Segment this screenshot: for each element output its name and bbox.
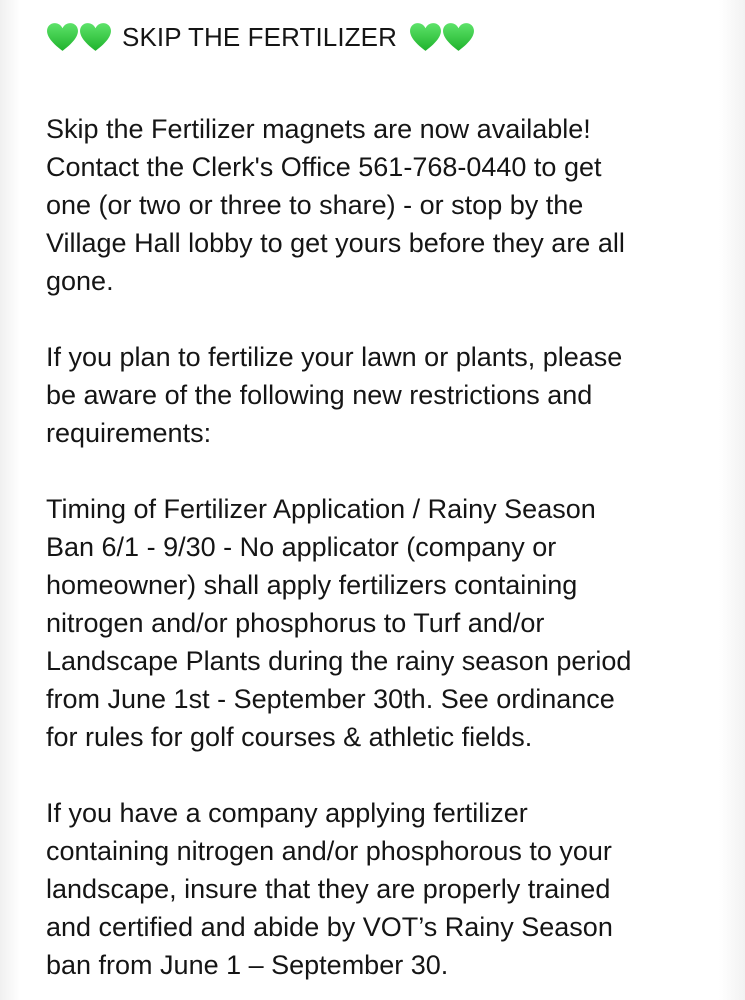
paragraph-restrictions xyxy=(46,338,706,452)
green-heart-icon xyxy=(409,22,442,53)
text-line: Skip the Fertilizer magnets are now available! xyxy=(46,114,591,144)
post-body xyxy=(46,14,706,984)
text-line: landscape, insure that they are properly trained xyxy=(46,874,611,904)
text-line: requirements: xyxy=(46,418,212,448)
text-line: containing nitrogen and/or phosphorous to your xyxy=(46,836,612,866)
text-line: Contact the Clerk's Office 561-768-0440 to get xyxy=(46,152,602,182)
text-line: gone. xyxy=(46,266,114,296)
text-line: one (or two or three to share) - or stop by the xyxy=(46,190,584,220)
left-edge-shadow xyxy=(0,0,20,1000)
text-line: be aware of the following new restrictions and xyxy=(46,380,593,410)
text-line: Timing of Fertilizer Application / Rainy Season xyxy=(46,494,596,524)
text-line: Ban 6/1 - 9/30 - No applicator (company or xyxy=(46,532,557,562)
text-line: nitrogen and/or phosphorus to Turf and/or xyxy=(46,608,545,638)
right-edge-shadow xyxy=(719,0,745,1000)
heart-pair-left xyxy=(46,22,112,53)
green-heart-icon xyxy=(46,22,79,53)
green-heart-icon xyxy=(79,22,112,53)
text-line: ban from June 1 – September 30. xyxy=(46,950,449,980)
text-line: Landscape Plants during the rainy season period xyxy=(46,646,632,676)
paragraph-rainy-season-ban xyxy=(46,490,706,756)
paragraph-magnets xyxy=(46,110,706,300)
text-line: from June 1st - September 30th. See ordinance xyxy=(46,684,615,714)
post-title: SKIP THE FERTILIZER xyxy=(122,21,397,52)
text-line: Village Hall lobby to get yours before they are all xyxy=(46,228,625,258)
text-line: homeowner) shall apply fertilizers containing xyxy=(46,570,578,600)
text-line: and certified and abide by VOT’s Rainy Season xyxy=(46,912,613,942)
text-line: for rules for golf courses & athletic fields. xyxy=(46,722,533,752)
paragraph-company-applicators xyxy=(46,794,706,984)
text-line: If you plan to fertilize your lawn or plants, please xyxy=(46,342,623,372)
green-heart-icon xyxy=(442,22,475,53)
heart-pair-right xyxy=(409,22,475,53)
text-line: If you have a company applying fertilizer xyxy=(46,798,528,828)
post-title-row xyxy=(46,14,706,60)
